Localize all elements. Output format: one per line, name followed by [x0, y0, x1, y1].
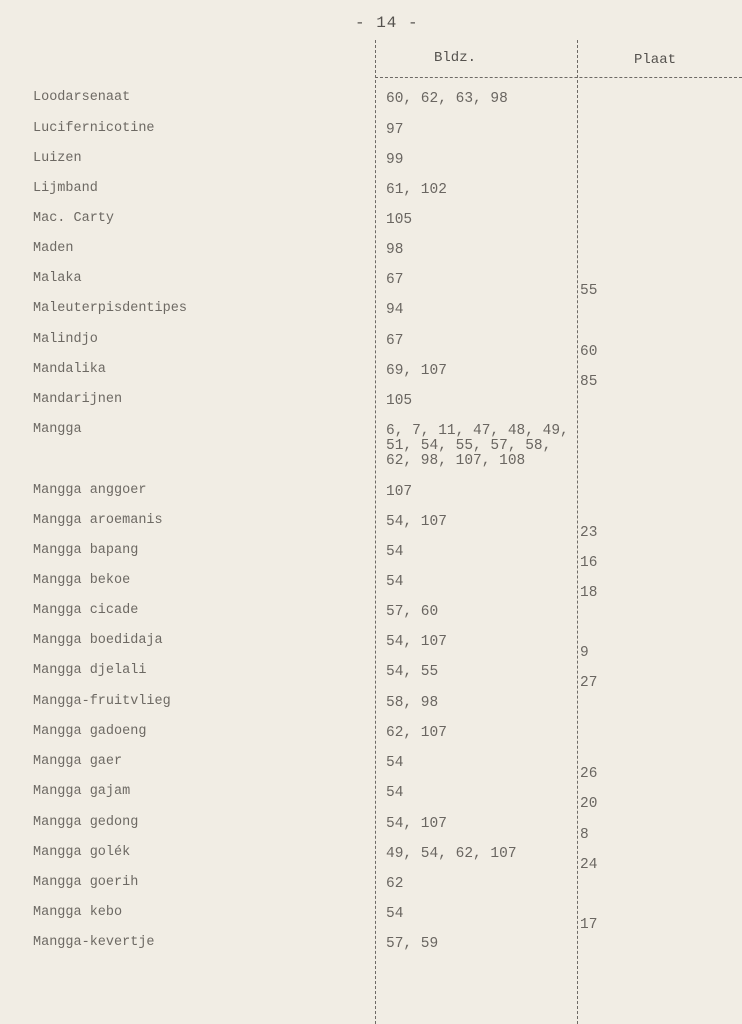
entry-plate: 9 — [580, 645, 589, 661]
index-entry — [0, 241, 742, 269]
entry-term: Mangga aroemanis — [33, 513, 163, 528]
entry-pages: 54 — [386, 785, 404, 801]
entry-plate: 20 — [580, 796, 598, 812]
entry-term: Maleuterpisdentipes — [33, 301, 187, 316]
index-entry — [0, 724, 742, 752]
entry-term: Mandalika — [33, 362, 106, 377]
entry-term: Loodarsenaat — [33, 90, 131, 105]
entry-pages: 69, 107 — [386, 363, 447, 379]
index-entry — [0, 815, 742, 843]
entry-pages: 99 — [386, 152, 404, 168]
entry-term: Maden — [33, 241, 74, 256]
entry-term: Mangga djelali — [33, 663, 147, 678]
entry-pages: 61, 102 — [386, 182, 447, 198]
entry-term: Mangga golék — [33, 845, 131, 860]
entry-pages: 54 — [386, 574, 404, 590]
entry-term: Mangga-fruitvlieg — [33, 694, 171, 709]
entry-pages: 107 — [386, 484, 413, 500]
entry-term: Mangga gajam — [33, 784, 131, 799]
entry-pages: 105 — [386, 393, 413, 409]
entry-term: Mangga anggoer — [33, 483, 147, 498]
entry-term: Mangga-kevertje — [33, 935, 155, 950]
entry-plate: 23 — [580, 525, 598, 541]
entry-term: Mangga boedidaja — [33, 633, 163, 648]
index-entry — [0, 483, 742, 511]
entry-pages: 54, 107 — [386, 816, 447, 832]
entry-plate: 24 — [580, 857, 598, 873]
entry-plate: 85 — [580, 374, 598, 390]
entry-term: Mangga gaer — [33, 754, 123, 769]
entry-pages: 60, 62, 63, 98 — [386, 91, 508, 107]
entry-pages: 54 — [386, 906, 404, 922]
entry-term: Mandarijnen — [33, 392, 123, 407]
index-entry — [0, 754, 742, 782]
index-entry — [0, 603, 742, 631]
index-entry — [0, 784, 742, 812]
entry-pages: 54 — [386, 755, 404, 771]
page-number: - 14 - — [355, 14, 419, 32]
index-entry — [0, 875, 742, 903]
entry-term: Mangga cicade — [33, 603, 139, 618]
index-entry — [0, 301, 742, 329]
entry-pages: 57, 60 — [386, 604, 439, 620]
entry-plate: 27 — [580, 675, 598, 691]
index-entry — [0, 543, 742, 571]
entry-term: Mangga kebo — [33, 905, 123, 920]
entry-pages: 6, 7, 11, 47, 48, 49, 51, 54, 55, 57, 58, 62, 98, 107, 108 — [386, 423, 569, 469]
entry-pages: 54 — [386, 544, 404, 560]
header-underline — [375, 77, 742, 78]
entry-pages: 105 — [386, 212, 413, 228]
entry-pages: 67 — [386, 333, 404, 349]
entry-pages: 67 — [386, 272, 404, 288]
index-entry — [0, 663, 742, 691]
index-entry — [0, 332, 742, 360]
entry-term: Luizen — [33, 151, 82, 166]
index-entry — [0, 633, 742, 661]
entry-term: Mangga bekoe — [33, 573, 131, 588]
entry-term: Lijmband — [33, 181, 98, 196]
entry-term: Mangga — [33, 422, 82, 437]
index-entry — [0, 694, 742, 722]
entry-term: Mac. Carty — [33, 211, 115, 226]
entry-pages: 62, 107 — [386, 725, 447, 741]
entry-pages: 54, 107 — [386, 634, 447, 650]
index-entry — [0, 573, 742, 601]
index-entry — [0, 271, 742, 299]
index-entry — [0, 392, 742, 420]
index-entry — [0, 121, 742, 149]
entry-term: Lucifernicotine — [33, 121, 155, 136]
entry-term: Mangga bapang — [33, 543, 139, 558]
entry-term: Mangga gadoeng — [33, 724, 147, 739]
index-entry — [0, 362, 742, 390]
index-entry — [0, 422, 742, 474]
entry-plate: 26 — [580, 766, 598, 782]
index-entry — [0, 935, 742, 963]
entry-pages: 98 — [386, 242, 404, 258]
entry-term: Malindjo — [33, 332, 98, 347]
index-entry — [0, 845, 742, 873]
entry-plate: 17 — [580, 917, 598, 933]
entry-pages: 58, 98 — [386, 695, 439, 711]
entry-pages: 94 — [386, 302, 404, 318]
entry-pages: 57, 59 — [386, 936, 439, 952]
entry-plate: 8 — [580, 827, 589, 843]
index-entry — [0, 151, 742, 179]
entry-plate: 16 — [580, 555, 598, 571]
entry-term: Malaka — [33, 271, 82, 286]
entry-pages: 62 — [386, 876, 404, 892]
entry-plate: 18 — [580, 585, 598, 601]
entry-pages: 54, 55 — [386, 664, 439, 680]
index-entry — [0, 905, 742, 933]
entry-plate: 55 — [580, 283, 598, 299]
index-entry — [0, 211, 742, 239]
entry-pages: 97 — [386, 122, 404, 138]
entry-pages: 49, 54, 62, 107 — [386, 846, 517, 862]
entry-term: Mangga gedong — [33, 815, 139, 830]
index-entry — [0, 90, 742, 118]
index-entry — [0, 513, 742, 541]
index-entry — [0, 181, 742, 209]
entry-pages: 54, 107 — [386, 514, 447, 530]
column-header-plate: Plaat — [634, 52, 677, 68]
entry-plate: 60 — [580, 344, 598, 360]
column-header-pages: Bldz. — [434, 50, 477, 66]
entry-term: Mangga goerih — [33, 875, 139, 890]
